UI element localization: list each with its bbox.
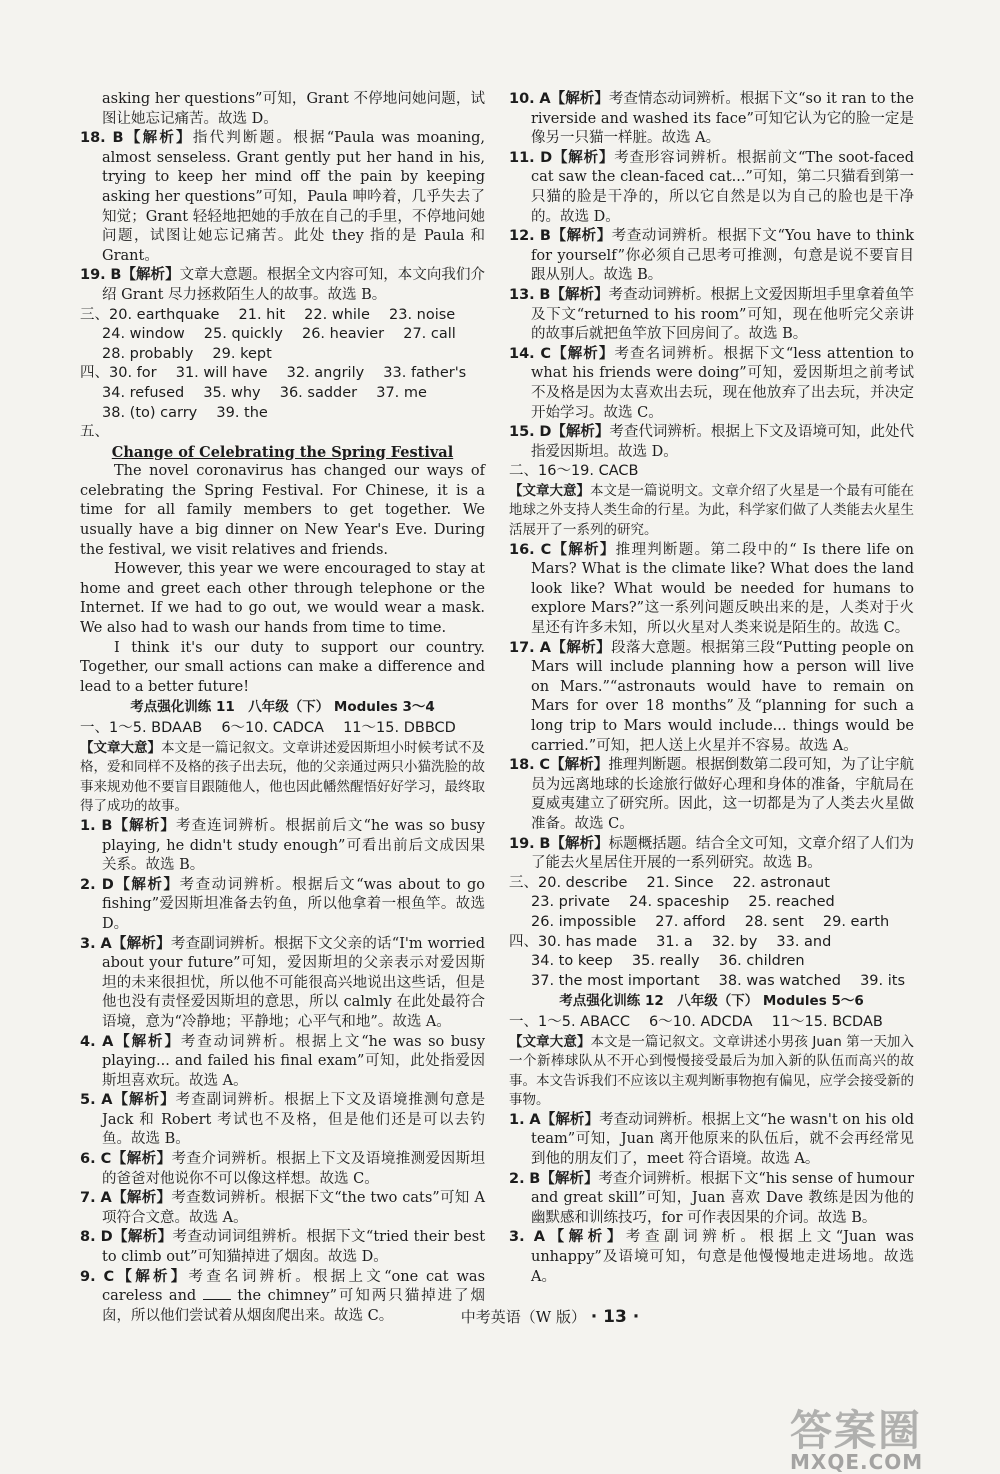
section-4-answers: 四、30. has made 31. a 32. by 33. and 34. to keep 35. really 36. children 37. the most important 38. was watched 39. its	[509, 933, 906, 989]
answer-item: 12. B【解析】考查动词辨析。根据下文“You have to think for yourself”你必须自己思考可推测，句意是说不要盲目跟从别人。故选 B。	[509, 228, 915, 284]
section-3-answers: 三、20. describe 21. Since 22. astronaut 23. private 24. spaceship 25. reached 26. impossible 27. afford 28. sent 29. earth	[509, 874, 890, 930]
answer-item-19: 19. B【解析】文章大意题。根据全文内容可知，本文向我们介绍 Grant 尽力拯救陌生人的故事。故选 B。	[80, 267, 486, 303]
answer-item-18: 18. B【解析】指代判断题。根据“Paula was moaning, almost senseless. Grant gently put her hand in his, trying to keep her mind off the pain by keeping asking her questions”可知，Paula 呻吟着，几乎失去了知觉；Grant 轻轻地把她的手放在自己的手里，不停地问她问题，试图让她忘记痛苦。此处 they 指的是 Paula 和 Grant。	[80, 130, 486, 264]
passage-summary: 【文章大意】本文是一篇记叙文。文章讲述小男孩 Juan 第一天加入一个新棒球队从不开心到慢慢接受最后为加入新的队伍而高兴的故事。本文告诉我们不应该以主观判断事物抱有偏见，应学会接受新的事物。	[509, 1033, 914, 1109]
answer-item: 16. C【解析】推理判断题。第二段中的“ Is there life on Mars? What is the climate like? What does the land look like? What would be needed for humans to explore Mars?”这一系列问题反映出来的是，人类对于火星还有许多未知，所以火星对人类来说是陌生的。故选 C。	[509, 541, 915, 637]
answer-item: 9. C【解析】考查名词辨析。根据上文“one cat was careless and the chimney”可知两只猫掉进了烟囱，所以他们尝试着从烟囱爬出来。故选 C。	[80, 1268, 486, 1324]
answer-item: 7. A【解析】考查数词辨析。根据下文“the two cats”可知 A 项符合文意。故选 A。	[80, 1190, 486, 1226]
answer-item: 3. A【解析】考查副词辨析。根据上文“Juan was unhappy”及语境可知，句意是他慢慢地走进场地。故选 A。	[509, 1229, 915, 1285]
essay-paragraph: The novel coronavirus has changed our ways of celebrating the Spring Festival. For Chinese, it is a time for all family members to get together. We usually have a big dinner on New Year's Eve. During the festival, we visit relatives and friends.	[80, 463, 485, 558]
unit-12-heading: 考点强化训练 12 八年级（下） Modules 5～6	[559, 993, 864, 1010]
answer-item: 14. C【解析】考查名词辨析。根据下文“less attention to what his friends were doing”可知，爱因斯坦之前考试不及格是因为太喜欢出去玩，现在他放弃了出去玩，并决定开始学习。故选 C。	[509, 345, 915, 421]
watermark-logo-text: 答案圈	[790, 1406, 923, 1455]
answer-item: 8. D【解析】考查动词词组辨析。根据下文“tried their best to climb out”可知猫掉进了烟囱。故选 D。	[80, 1229, 486, 1266]
answer-item: 5. A【解析】考查副词辨析。根据上下文及语境推测句意是 Jack 和 Robert 考试也不及格，但是他们还是可以去钓鱼。故选 B。	[80, 1092, 486, 1148]
passage-summary: 【文章大意】本文是一篇说明文。文章介绍了火星是一个最有可能在地球之外支持人类生命的行星。为此，科学家们做了人类能去火星生活展开了一系列的研究。	[509, 482, 914, 539]
continued-text: asking her questions”可知，Grant 不停地问她问题，试图让她忘记痛苦。故选 D。	[102, 91, 485, 127]
answer-item: 18. C【解析】推理判断题。根据倒数第二段可知，为了让宇航员为远离地球的长途旅行做好心理和身体的准备，宇航局在夏威夷建立了研究所。因此，这一切都是为了人类去火星做准备。故选 C。	[509, 757, 915, 832]
answer-item: 1. B【解析】考查连词辨析。根据前后文“he was so busy playing, he didn't study enough”可看出前后文成因果关系。故选 B。	[80, 817, 485, 874]
blank-gap	[203, 1287, 231, 1300]
essay-paragraph: However, this year we were encouraged to stay at home and greet each other through telephone or the Internet. If we had to go out, we would wear a mask. We also had to wash our hands from time to time.	[80, 561, 485, 637]
answer-item: 13. B【解析】考查动词辨析。根据上文爱因斯坦手里拿着鱼竿及下文“returned to his room”可知，现在他听完父亲讲的故事后就把鱼竿放下回房间了。故选 B。	[509, 286, 915, 343]
page-footer	[420, 1306, 680, 1327]
essay-paragraph: I think it's our duty to support our country. Together, our small actions can make a difference and lead to a better future!	[80, 639, 485, 695]
answer-item: 1. A【解析】考查动词辨析。根据上文“he wasn't on his old team”可知，Juan 离开他原来的队伍后，就不会再经常见到他的朋友们了，meet 符合语境。故选 A。	[509, 1111, 914, 1168]
essay-title: Change of Celebrating the Spring Festival	[111, 443, 454, 461]
answer-item: 4. A【解析】考查动词辨析。根据上文“he was so busy playing... and failed his final exam”可知，此处指爱因斯坦喜欢玩。故选 A。	[80, 1033, 486, 1089]
answer-item: 15. D【解析】考查代词辨析。根据上下文及语境可知，此处代指爱因斯坦。故选 D。	[509, 424, 915, 460]
answer-item: 3. A【解析】考查副词辨析。根据下文父亲的话“I'm worried about your future”可知，爱因斯坦的父亲表示对爱因斯坦的未来很担忧，所以他不可能很高兴地说出这些话，但是他也没有责怪爱因斯坦的意思，所以 calmly 在此处最符合语境，意为“冷静地；平静地；心平气和地”。故选 A。	[80, 935, 486, 1030]
answer-item: 17. A【解析】段落大意题。根据第三段“Putting people on Mars will include planning how a person will live on Mars.”“astronauts would have to remain on Mars for over 18 months”及“planning for such a long trip to Mars would include... things would be carried.”可知，把人送上火星并不容易。故选 A。	[509, 639, 915, 754]
answer-item: 11. D【解析】考查形容词辨析。根据前文“The soot-faced cat saw the clean-faced cat...”可知，第二只猫看到第一只猫的脸是干净的，所以它自然是以为自己的脸也是干净的。故选 D。	[509, 149, 915, 225]
section-4-answers: 四、30. for 31. will have 32. angrily 33. father's 34. refused 35. why 36. sadder 37. me 38. (to) carry 39. the	[80, 365, 467, 421]
site-watermark-logo	[790, 1398, 990, 1474]
model-essay	[80, 443, 485, 698]
section-2-answers: 二、16～19. CACB	[509, 463, 639, 480]
unit-11-summary: 【文章大意】本文是一篇记叙文。文章讲述爱因斯坦小时候考试不及格，爱和同样不及格的孩子出去玩，他的父亲通过两只小猫洗脸的故事来规劝他不要盲目跟随他人，他也因此幡然醒悟好好学习，最终取得了成功的故事。	[80, 739, 485, 815]
section-5-label: 五、	[80, 424, 109, 441]
answer-item: 2. D【解析】考查动词辨析。根据后文“was about to go fishing”爱因斯坦准备去钓鱼，所以他拿着一根鱼竿。故选 D。	[80, 876, 486, 932]
right-column	[509, 90, 914, 1287]
left-column	[80, 90, 485, 1326]
unit-11-section-1: 一、1～5. BDAAB 6～10. CADCA 11～15. DBBCD	[80, 720, 456, 736]
answer-item: 6. C【解析】考查介词辨析。根据上下文及语境推测爱因斯坦的爸爸对他说你不可以像这样想。故选 C。	[80, 1151, 486, 1187]
watermark-site-text: MXQE.COM	[790, 1450, 924, 1474]
answer-item: 19. B【解析】标题概括题。结合全文可知，文章介绍了人们为了能去火星居住开展的一系列研究。故选 B。	[509, 835, 915, 872]
answer-item: 2. B【解析】考查介词辨析。根据下文“his sense of humour and great skill”可知，Juan 喜欢 Dave 教练是因为他的幽默感和训练技巧，for 可作表因果的介词。故选 B。	[509, 1170, 915, 1226]
unit-12-section-1: 一、1～5. ABACC 6～10. ADCDA 11～15. BCDAB	[509, 1013, 883, 1030]
page-number: · 13 ·	[590, 1307, 640, 1327]
book-title: 中考英语（W 版）	[460, 1308, 586, 1326]
unit-11-heading: 考点强化训练 11 八年级（下） Modules 3～4	[130, 699, 435, 716]
section-3-answers: 三、20. earthquake 21. hit 22. while 23. noise 24. window 25. quickly 26. heavier 27. call 28. probably 29. kept	[80, 306, 456, 362]
answer-item: 10. A【解析】考查情态动词辨析。根据下文“so it ran to the riverside and washed its face”可知它认为它的脸一定是像另一只猫一样脏。故选 A。	[509, 91, 915, 147]
